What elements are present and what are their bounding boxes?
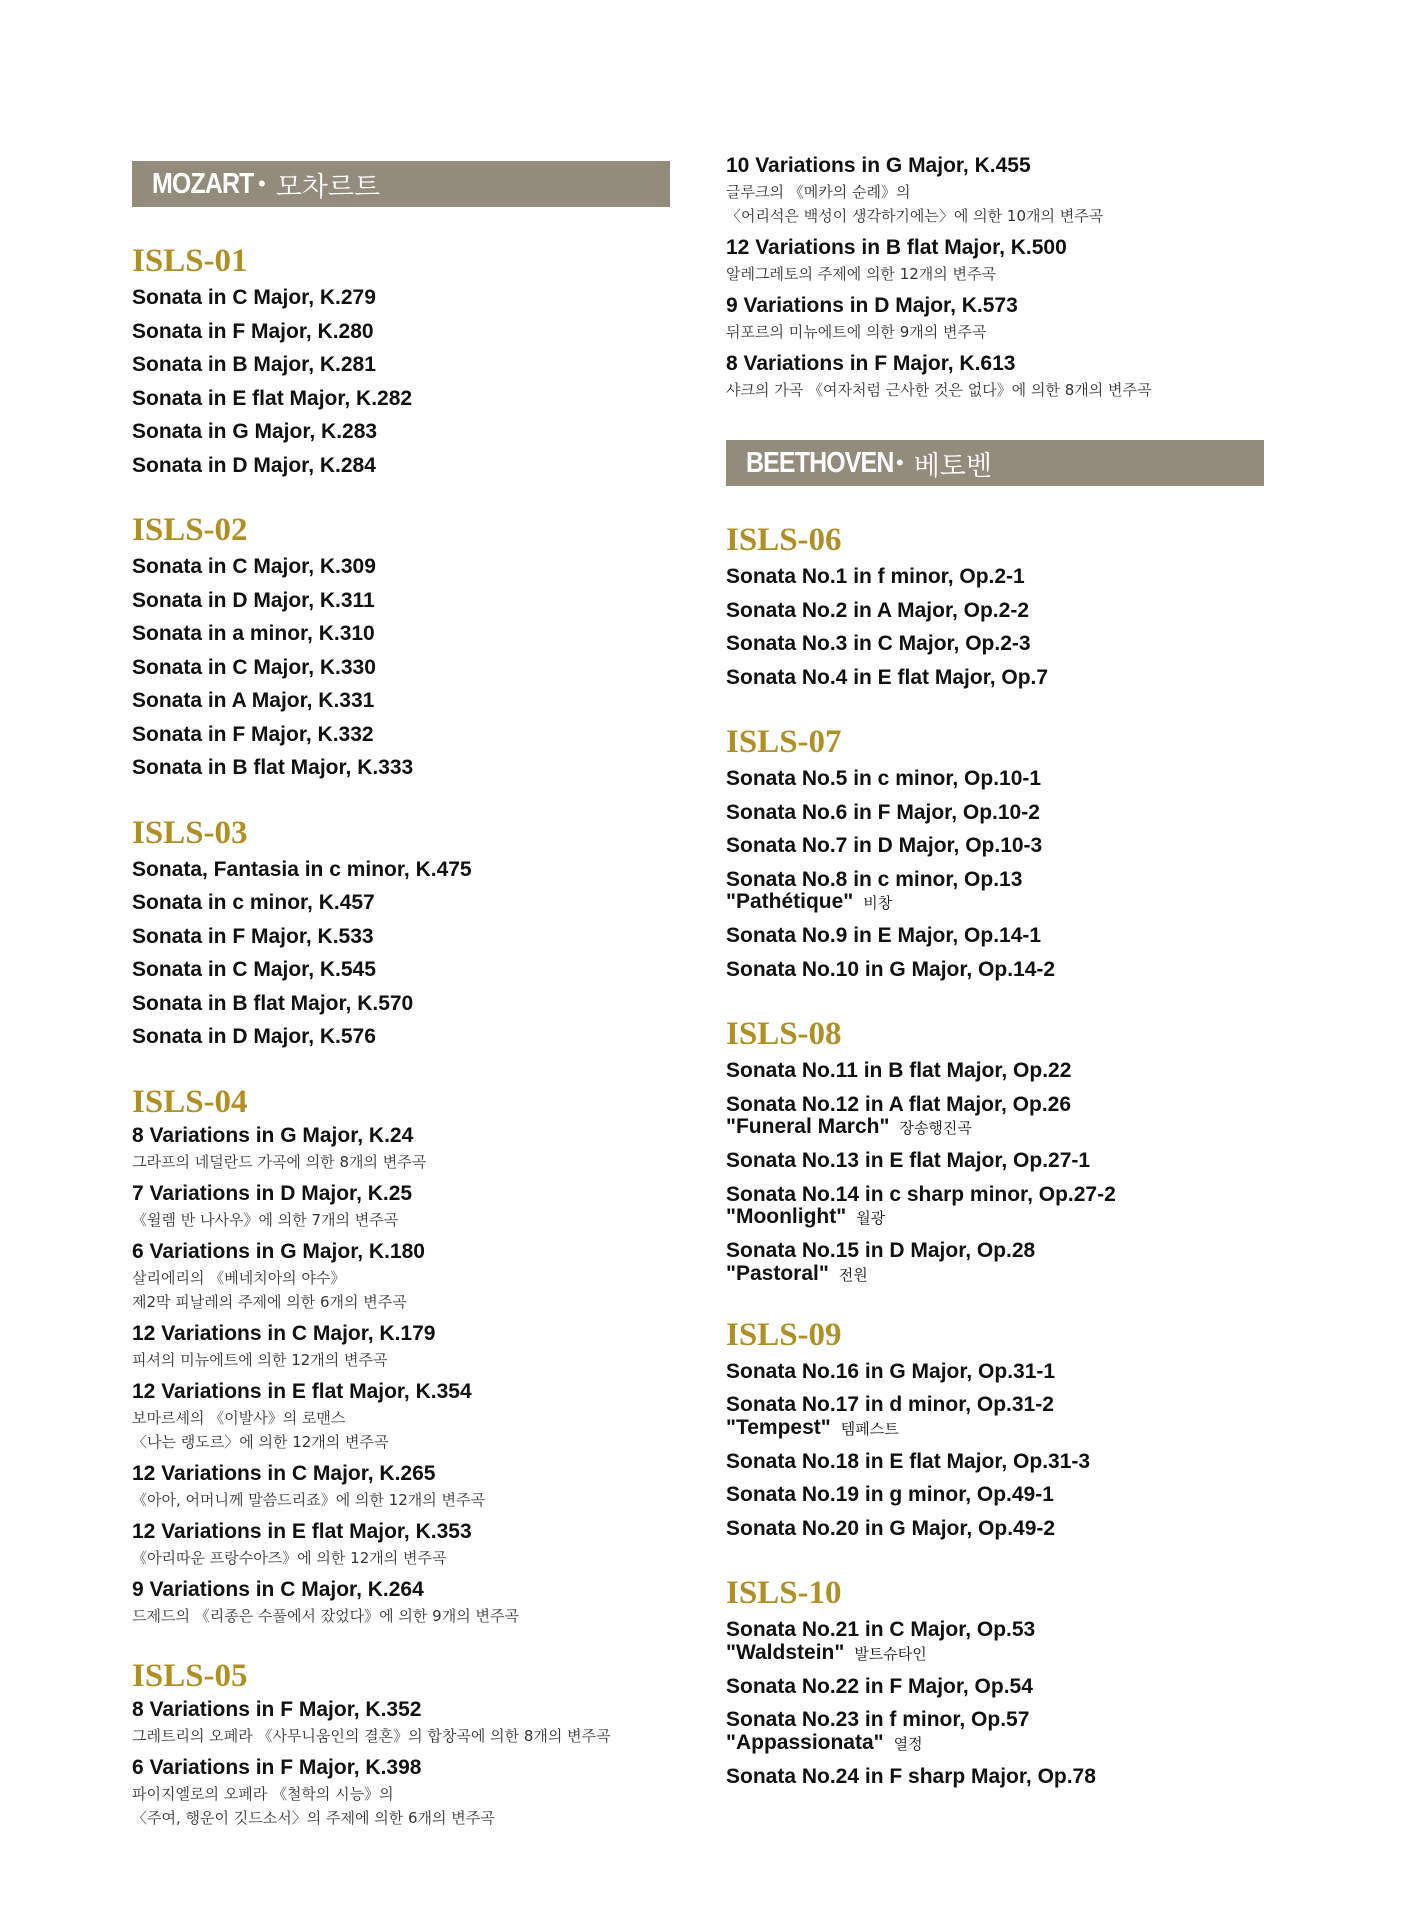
track-title: 8 Variations in G Major, K.24 [132, 1123, 414, 1147]
album-block [132, 815, 670, 1054]
track-item [726, 1670, 1264, 1704]
track-title: 12 Variations in E flat Major, K.353 [132, 1519, 472, 1543]
track-title: Sonata No.12 in A flat Major, Op.26 [726, 1092, 1072, 1116]
track-item [132, 1754, 670, 1830]
track-title: Sonata No.24 in F sharp Major, Op.78 [726, 1764, 1096, 1788]
track-title: Sonata in A Major, K.331 [132, 689, 375, 712]
track-nickname-ko: 열정 [893, 1734, 923, 1753]
track-nickname-en: "Moonlight" [726, 1205, 847, 1228]
track-item [726, 1234, 1264, 1287]
composer-header-beethoven [726, 440, 1264, 486]
track-item [132, 617, 670, 651]
track-item [726, 1388, 1264, 1441]
track-title: Sonata No.3 in C Major, Op.2-3 [726, 632, 1031, 655]
track-item [132, 1696, 670, 1748]
track-title: Sonata in a minor, K.310 [132, 622, 375, 645]
track-item [726, 627, 1264, 661]
composer-separator: • [258, 171, 266, 196]
track-item [132, 281, 670, 315]
track-item [726, 1144, 1264, 1178]
composer-header-mozart [132, 161, 670, 207]
album-block [726, 1317, 1264, 1546]
track-nickname-en: "Appassionata" [726, 1730, 884, 1754]
album-code: ISLS-06 [726, 522, 842, 558]
track-item [726, 863, 1264, 916]
track-title: 9 Variations in D Major, K.573 [726, 294, 1018, 317]
track-item [132, 651, 670, 685]
track-item [132, 920, 670, 954]
track-item [726, 1088, 1264, 1141]
track-title: Sonata No.17 in d minor, Op.31-2 [726, 1393, 1054, 1416]
track-item [726, 1703, 1264, 1756]
track-item [132, 348, 670, 382]
track-note: 《아리따운 프랑수아즈》에 의한 12개의 변주곡 [132, 1548, 447, 1567]
track-note: 〈나는 랭도르〉에 의한 12개의 변주곡 [132, 1432, 389, 1451]
track-title: Sonata in G Major, K.283 [132, 420, 378, 443]
track-nickname-ko: 템페스트 [840, 1419, 899, 1438]
track-item [726, 1760, 1264, 1794]
album-code: ISLS-05 [132, 1657, 248, 1694]
track-title: Sonata in C Major, K.330 [132, 655, 376, 679]
track-title: 12 Variations in C Major, K.265 [132, 1461, 436, 1485]
track-nickname-en: "Funeral March" [726, 1115, 890, 1138]
composer-name-en: MOZART [152, 167, 254, 200]
track-item [132, 886, 670, 920]
track-title: Sonata No.2 in A Major, Op.2-2 [726, 598, 1029, 622]
track-item [726, 152, 1264, 228]
track-item [726, 919, 1264, 953]
track-title: Sonata in F Major, K.533 [132, 924, 374, 948]
track-title: Sonata No.10 in G Major, Op.14-2 [726, 957, 1056, 981]
track-item [132, 1518, 670, 1570]
track-title: 8 Variations in F Major, K.352 [132, 1697, 422, 1721]
track-item [726, 762, 1264, 796]
album-block [726, 522, 1264, 694]
track-title: Sonata in F Major, K.280 [132, 319, 374, 343]
track-item [726, 1355, 1264, 1389]
track-item [132, 1238, 670, 1314]
album-code: ISLS-02 [132, 512, 248, 548]
album-code: ISLS-08 [726, 1016, 842, 1052]
track-item [726, 1613, 1264, 1666]
composer-name-en: BEETHOVEN [746, 446, 894, 479]
track-note: 샤크의 가곡 《여자처럼 근사한 것은 없다》에 의한 8개의 변주곡 [726, 381, 1152, 399]
track-title: Sonata No.19 in g minor, Op.49-1 [726, 1483, 1054, 1506]
track-item [132, 584, 670, 618]
track-item [132, 550, 670, 584]
track-title: 9 Variations in C Major, K.264 [132, 1577, 424, 1601]
album-block [726, 1016, 1264, 1287]
album-block [726, 724, 1264, 986]
track-item [132, 415, 670, 449]
track-title: Sonata No.23 in f minor, Op.57 [726, 1708, 1030, 1731]
track-title: Sonata No.4 in E flat Major, Op.7 [726, 665, 1049, 689]
track-note: 《윌렘 반 나사우》에 의한 7개의 변주곡 [132, 1210, 399, 1229]
track-title: 7 Variations in D Major, K.25 [132, 1181, 413, 1205]
track-nickname-ko: 비창 [863, 894, 893, 912]
track-title: Sonata, Fantasia in c minor, K.475 [132, 857, 472, 881]
track-nickname-en: "Pastoral" [726, 1261, 829, 1285]
track-title: Sonata in D Major, K.311 [132, 588, 375, 612]
track-title: Sonata No.20 in G Major, Op.49-2 [726, 1516, 1056, 1540]
track-item [726, 953, 1264, 987]
track-title: 6 Variations in G Major, K.180 [132, 1239, 425, 1263]
track-item [132, 1122, 670, 1174]
track-note: 뒤포르의 미뉴에트에 의한 9개의 변주곡 [726, 323, 987, 341]
album-code: ISLS-09 [726, 1316, 842, 1353]
track-item [132, 382, 670, 416]
track-nickname-en: "Tempest" [726, 1415, 831, 1439]
track-nickname-en: "Waldstein" [726, 1640, 845, 1664]
track-item [132, 315, 670, 349]
track-title: Sonata No.6 in F Major, Op.10-2 [726, 800, 1040, 824]
track-note: 살리에리의 《베네치아의 야수》 [132, 1268, 346, 1287]
track-item [132, 1378, 670, 1454]
track-item [726, 234, 1264, 286]
track-note: 파이지엘로의 오페라 《철학의 시능》의 [132, 1784, 394, 1803]
track-item [726, 560, 1264, 594]
beethoven-album-list [726, 522, 1264, 1793]
track-note: 제2막 피날레의 주제에 의한 6개의 변주곡 [132, 1292, 407, 1311]
track-nickname-ko: 발트슈타인 [854, 1644, 927, 1663]
album-code: ISLS-01 [132, 243, 248, 279]
track-title: Sonata in B flat Major, K.570 [132, 991, 414, 1015]
track-title: Sonata No.7 in D Major, Op.10-3 [726, 834, 1043, 857]
track-title: Sonata No.14 in c sharp minor, Op.27-2 [726, 1182, 1116, 1206]
track-title: Sonata in E flat Major, K.282 [132, 386, 413, 410]
track-item [726, 796, 1264, 830]
track-item [132, 1180, 670, 1232]
track-title: Sonata in c minor, K.457 [132, 891, 375, 914]
track-title: Sonata No.13 in E flat Major, Op.27-1 [726, 1149, 1091, 1172]
track-item [726, 1512, 1264, 1546]
mozart-continued-list [726, 152, 1264, 402]
track-title: 8 Variations in F Major, K.613 [726, 352, 1016, 375]
track-item [726, 1478, 1264, 1512]
album-block [132, 243, 670, 482]
album-block [726, 1575, 1264, 1793]
track-title: Sonata No.18 in E flat Major, Op.31-3 [726, 1449, 1091, 1473]
track-title: Sonata No.8 in c minor, Op.13 [726, 867, 1023, 891]
track-item [132, 1020, 670, 1054]
track-title: 12 Variations in B flat Major, K.500 [726, 236, 1067, 259]
track-item [132, 853, 670, 887]
track-title: 10 Variations in G Major, K.455 [726, 154, 1031, 177]
track-item [132, 1320, 670, 1372]
album-code: ISLS-07 [726, 724, 842, 760]
mozart-album-list [132, 243, 670, 1830]
track-item [726, 594, 1264, 628]
album-code: ISLS-04 [132, 1083, 248, 1120]
track-title: Sonata No.22 in F Major, Op.54 [726, 1674, 1033, 1698]
album-code: ISLS-03 [132, 814, 248, 851]
track-item [726, 292, 1264, 344]
track-title: Sonata No.1 in f minor, Op.2-1 [726, 565, 1025, 588]
left-column [132, 161, 670, 1836]
track-title: Sonata No.15 in D Major, Op.28 [726, 1239, 1036, 1262]
track-item [132, 751, 670, 785]
album-code: ISLS-10 [726, 1575, 842, 1611]
track-item [726, 1054, 1264, 1088]
track-note: 그라프의 네덜란드 가곡에 의한 8개의 변주곡 [132, 1152, 427, 1171]
track-title: Sonata in D Major, K.576 [132, 1025, 376, 1048]
track-title: 12 Variations in E flat Major, K.354 [132, 1379, 472, 1403]
track-title: Sonata in F Major, K.332 [132, 722, 374, 746]
track-item [726, 661, 1264, 695]
track-title: Sonata No.9 in E Major, Op.14-1 [726, 924, 1042, 947]
composer-name-ko: 베토벤 [913, 450, 992, 482]
track-title: Sonata in C Major, K.279 [132, 286, 376, 309]
track-title: Sonata No.5 in c minor, Op.10-1 [726, 767, 1042, 790]
track-item [132, 449, 670, 483]
track-note: 드제드의 《리종은 수풀에서 잤었다》에 의한 9개의 변주곡 [132, 1606, 519, 1625]
track-nickname-ko: 장송행진곡 [899, 1119, 972, 1137]
track-item [132, 1576, 670, 1628]
track-item [726, 1445, 1264, 1479]
composer-name-ko: 모차르트 [275, 171, 381, 203]
track-note: 〈어리석은 백성이 생각하기에는〉에 의한 10개의 변주곡 [726, 207, 1104, 225]
track-item [726, 1178, 1264, 1231]
track-title: Sonata in B flat Major, K.333 [132, 756, 414, 779]
track-title: Sonata No.21 in C Major, Op.53 [726, 1618, 1036, 1641]
track-title: Sonata No.11 in B flat Major, Op.22 [726, 1059, 1072, 1082]
track-title: 12 Variations in C Major, K.179 [132, 1321, 436, 1345]
track-note: 알레그레토의 주제에 의한 12개의 변주곡 [726, 265, 997, 283]
track-title: Sonata in C Major, K.545 [132, 958, 376, 981]
track-nickname-en: "Pathétique" [726, 890, 854, 913]
track-nickname-ko: 전원 [838, 1265, 868, 1284]
track-title: Sonata in B Major, K.281 [132, 353, 376, 376]
album-block [132, 1084, 670, 1628]
track-note: 그레트리의 오페라 《사무니움인의 결혼》의 합창곡에 의한 8개의 변주곡 [132, 1726, 611, 1745]
track-note: 글루크의 《메카의 순례》의 [726, 183, 911, 201]
track-item [132, 718, 670, 752]
album-block [132, 512, 670, 785]
track-note: 피셔의 미뉴에트에 의한 12개의 변주곡 [132, 1350, 388, 1369]
track-item [132, 953, 670, 987]
track-note: 〈주여, 행운이 깃드소서〉의 주제에 의한 6개의 변주곡 [132, 1808, 495, 1827]
track-item [726, 829, 1264, 863]
composer-separator: • [896, 450, 904, 475]
album-block [132, 1658, 670, 1830]
track-item [132, 987, 670, 1021]
track-title: Sonata No.16 in G Major, Op.31-1 [726, 1359, 1056, 1383]
right-column [726, 152, 1264, 1793]
track-note: 《아아, 어머니께 말씀드리죠》에 의한 12개의 변주곡 [132, 1490, 486, 1509]
track-title: Sonata in D Major, K.284 [132, 453, 376, 477]
track-item [132, 1460, 670, 1512]
track-title: 6 Variations in F Major, K.398 [132, 1755, 422, 1779]
track-title: Sonata in C Major, K.309 [132, 555, 376, 578]
album-block-continued [726, 152, 1264, 402]
track-nickname-ko: 월광 [856, 1209, 886, 1227]
track-item [726, 350, 1264, 402]
track-note: 보마르셰의 《이발사》의 로맨스 [132, 1408, 346, 1427]
track-item [132, 684, 670, 718]
